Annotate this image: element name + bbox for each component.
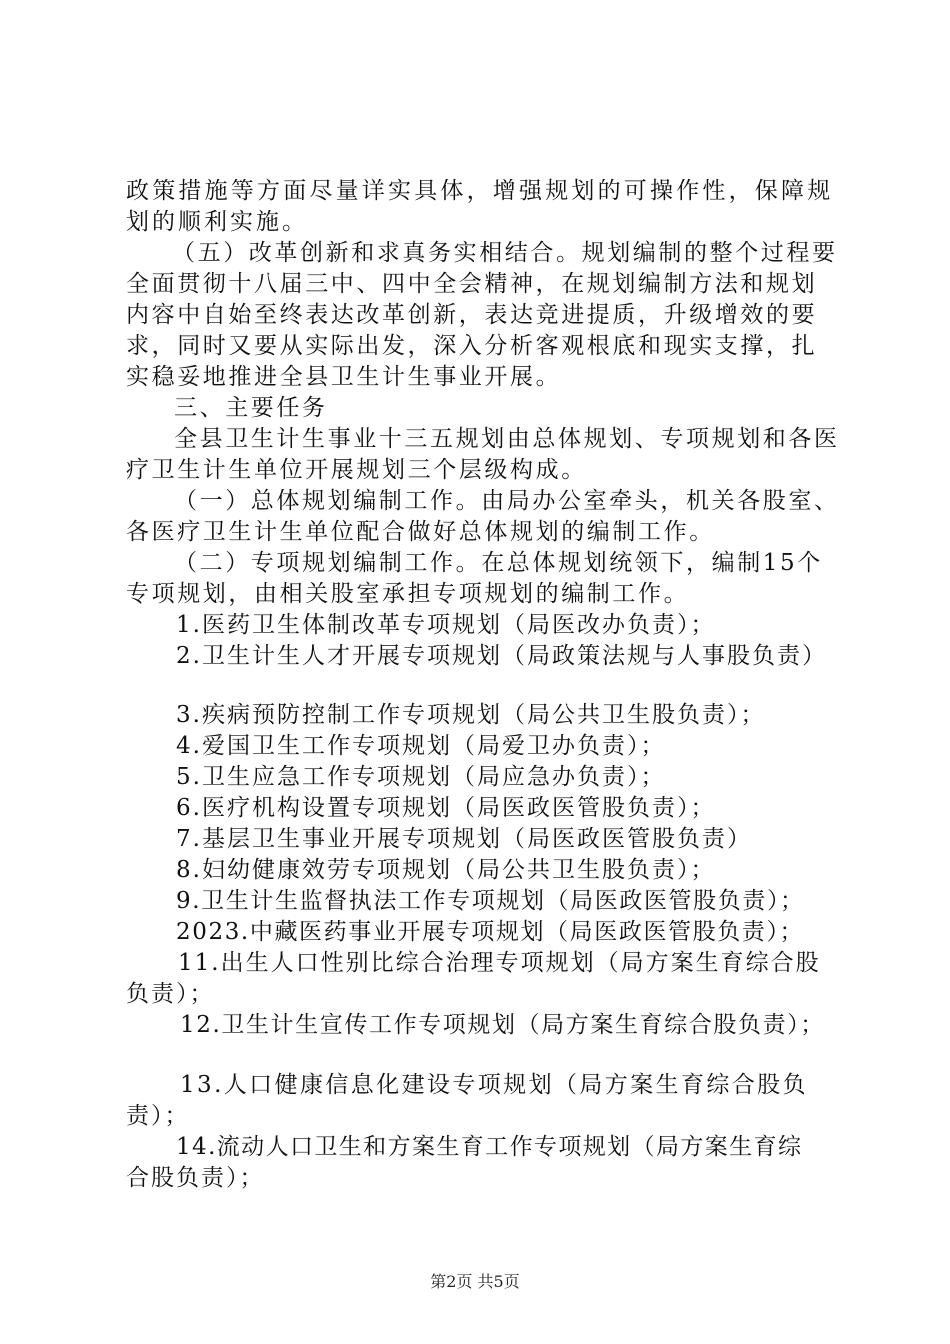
list-item: 合股负责）； bbox=[126, 1165, 265, 1191]
page-number-footer: 第2页 共5页 bbox=[430, 1272, 520, 1291]
list-item: 14.流动人口卫生和方案生育工作专项规划（局方案生育综 bbox=[176, 1134, 803, 1160]
paragraph-line: 各医疗卫生计生单位配合做好总体规划的编制工作。 bbox=[126, 519, 715, 545]
paragraph-line: 划的顺利实施。 bbox=[126, 209, 308, 235]
list-item: 12.卫生计生宣传工作专项规划（局方案生育综合股负责）； bbox=[180, 1012, 825, 1038]
list-item: 7.基层卫生事业开展专项规划（局医政医管股负责） bbox=[176, 826, 752, 852]
list-item: 5.卫生应急工作专项规划（局应急办负责）； bbox=[176, 764, 666, 790]
paragraph-line: 实稳妥地推进全县卫生计生事业开展。 bbox=[126, 364, 562, 390]
list-item: 13.人口健康信息化建设专项规划（局方案生育综合股负 bbox=[180, 1072, 808, 1098]
paragraph-line: 专项规划，由相关股室承担专项规划的编制工作。 bbox=[126, 581, 690, 607]
list-item: 责）； bbox=[126, 1103, 190, 1129]
section-heading: 三、主要任务 bbox=[174, 395, 328, 421]
list-item: 6.医疗机构设置专项规划（局医政医管股负责）； bbox=[176, 795, 716, 821]
paragraph-line: 全面贯彻十八届三中、四中全会精神，在规划编制方法和规划 bbox=[126, 271, 818, 297]
paragraph-line: （一）总体规划编制工作。由局办公室牵头，机关各股室、 bbox=[174, 488, 840, 514]
paragraph-line: （五）改革创新和求真务实相结合。规划编制的整个过程要 bbox=[172, 240, 838, 266]
paragraph-line: 政策措施等方面尽量详实具体，增强规划的可操作性，保障规 bbox=[126, 178, 834, 204]
list-item: 4.爱国卫生工作专项规划（局爱卫办负责）； bbox=[176, 733, 666, 759]
paragraph-line: 求，同时又要从实际出发，深入分析客观根底和现实支撑，扎 bbox=[126, 333, 818, 359]
paragraph-line: （二）专项规划编制工作。在总体规划统领下，编制15个 bbox=[174, 550, 823, 576]
list-item: 2.卫生计生人才开展专项规划（局政策法规与人事股负责） bbox=[176, 643, 827, 669]
list-item: 负责）； bbox=[126, 981, 215, 1007]
paragraph-line: 疗卫生计生单位开展规划三个层级构成。 bbox=[126, 457, 587, 483]
paragraph-line: 内容中自始至终表达改革创新，表达竞进提质，升级增效的要 bbox=[126, 302, 818, 328]
list-item: 2023.中藏医药事业开展专项规划（局医政医管股负责）； bbox=[176, 919, 805, 945]
list-item: 1.医药卫生体制改革专项规划（局医改办负责）； bbox=[176, 612, 716, 638]
list-item: 11.出生人口性别比综合治理专项规划（局方案生育综合股 bbox=[178, 950, 821, 976]
list-item: 8.妇幼健康效劳专项规划（局公共卫生股负责）； bbox=[176, 857, 716, 883]
list-item: 9.卫生计生监督执法工作专项规划（局医政医管股负责）； bbox=[176, 888, 805, 914]
list-item: 3.疾病预防控制工作专项规划（局公共卫生股负责）； bbox=[176, 702, 766, 728]
paragraph-line: 全县卫生计生事业十三五规划由总体规划、专项规划和各医 bbox=[174, 426, 840, 452]
